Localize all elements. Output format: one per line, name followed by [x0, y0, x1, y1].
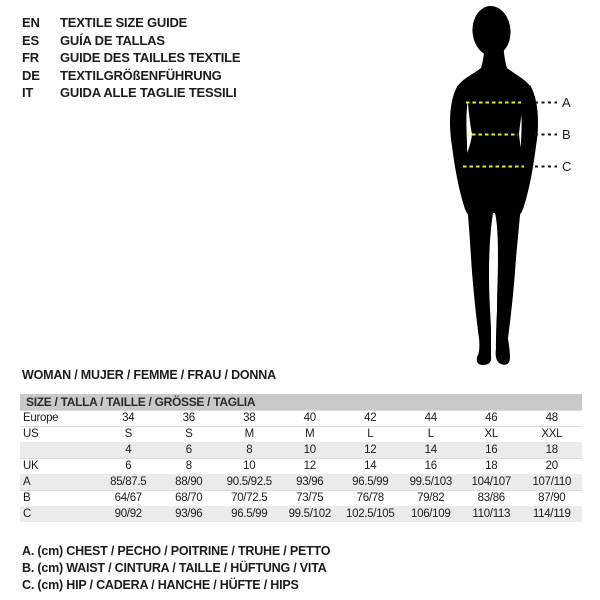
size-cell: 96.5/99: [352, 476, 389, 488]
row-label: US: [23, 428, 39, 440]
size-cell: 8: [185, 460, 192, 472]
measure-label-waist: B: [562, 127, 571, 142]
row-label: UK: [23, 460, 39, 472]
row-label: C: [23, 508, 32, 520]
size-cell: 64/67: [114, 492, 142, 504]
size-cell: 16: [424, 460, 437, 472]
size-cell: 88/90: [175, 476, 203, 488]
table-row-us-numeric: [20, 442, 582, 458]
size-cell: 12: [364, 444, 377, 456]
lang-code: DE: [22, 67, 40, 83]
size-cell: 10: [243, 460, 256, 472]
size-cell: 76/78: [356, 492, 384, 504]
size-cell: 99.5/102: [288, 508, 331, 520]
size-cell: 99.5/103: [409, 476, 452, 488]
size-cell: 16: [485, 444, 498, 456]
size-cell: 6: [125, 460, 132, 472]
size-cell: 93/96: [296, 476, 324, 488]
row-label: [20, 442, 98, 458]
size-cell: L: [367, 428, 374, 440]
size-cell: M: [244, 428, 254, 440]
size-cell: 34: [122, 412, 135, 424]
table-row-chest-a: [20, 474, 582, 490]
lang-code: EN: [22, 15, 40, 30]
size-cell: 14: [424, 444, 437, 456]
size-cell: 70/72.5: [231, 492, 268, 504]
lang-row-es: [22, 32, 240, 50]
size-cell: 68/70: [175, 492, 203, 504]
table-header: SIZE / TALLA / TAILLE / GRÖSSE / TAGLIA: [20, 394, 582, 410]
size-table: [20, 394, 582, 522]
size-cell: XL: [484, 428, 498, 440]
size-cell: 10: [303, 444, 316, 456]
legend-chest: A. (cm) CHEST / PECHO / POITRINE / TRUHE / PETTO: [22, 544, 331, 558]
size-cell: 79/82: [417, 492, 445, 504]
lang-code: ES: [22, 32, 39, 48]
table-row-hip-c: [20, 506, 582, 522]
size-cell: 93/96: [175, 508, 203, 520]
row-label: B: [23, 492, 31, 504]
table-row-uk: [20, 458, 582, 474]
size-cell: 44: [424, 412, 437, 424]
size-cell: 6: [185, 444, 192, 456]
size-cell: 96.5/99: [231, 508, 268, 520]
size-cell: 36: [182, 412, 195, 424]
measurement-legend: [22, 543, 330, 594]
size-cell: 73/75: [296, 492, 324, 504]
legend-hip: C. (cm) HIP / CADERA / HANCHE / HÜFTE / HIPS: [22, 578, 299, 592]
legend-waist: B. (cm) WAIST / CINTURA / TAILLE / HÜFTUNG / VITA: [22, 561, 327, 575]
size-cell: 14: [364, 460, 377, 472]
lang-title: TEXTILE SIZE GUIDE: [60, 15, 188, 30]
lang-title: GUÍA DE TALLAS: [60, 32, 165, 48]
size-cell: 48: [545, 412, 558, 424]
measure-label-chest: A: [562, 95, 571, 110]
size-cell: S: [185, 428, 193, 440]
size-cell: 90.5/92.5: [226, 476, 272, 488]
woman-silhouette-figure: [440, 0, 600, 380]
lang-title: TEXTILGRÖßENFÜHRUNG: [60, 67, 222, 83]
lang-title: GUIDE DES TAILLES TEXTILE: [60, 50, 241, 66]
size-cell: 106/109: [411, 508, 451, 520]
size-cell: S: [124, 428, 132, 440]
lang-code: IT: [22, 85, 34, 101]
size-cell: 4: [125, 444, 132, 456]
lang-row-de: [22, 67, 240, 85]
lang-row-it: [22, 84, 240, 102]
table-row-europe: [20, 410, 582, 426]
size-cell: 8: [246, 444, 253, 456]
size-cell: 12: [303, 460, 316, 472]
size-cell: 110/113: [472, 508, 511, 520]
size-cell: 104/107: [471, 476, 511, 488]
measure-label-hip: C: [562, 159, 572, 174]
size-cell: 90/92: [114, 508, 142, 520]
size-cell: 46: [485, 412, 498, 424]
lang-title: GUIDA ALLE TAGLIE TESSILI: [60, 85, 237, 101]
size-cell: 18: [545, 444, 558, 456]
size-cell: 102.5/105: [346, 508, 395, 520]
row-label: A: [23, 476, 31, 488]
table-row-waist-b: [20, 490, 582, 506]
size-cell: L: [427, 428, 434, 440]
size-cell: 114/119: [532, 508, 571, 520]
table-row-us: [20, 426, 582, 442]
row-label: Europe: [23, 412, 59, 424]
size-cell: XXL: [541, 428, 563, 440]
size-cell: 18: [485, 460, 498, 472]
size-cell: 42: [364, 412, 377, 424]
size-cell: 38: [243, 412, 256, 424]
lang-row-fr: [22, 49, 240, 67]
size-cell: 107/110: [532, 476, 572, 488]
lang-row-en: [22, 14, 240, 32]
size-cell: 40: [303, 412, 316, 424]
size-cell: 87/90: [538, 492, 566, 504]
size-cell: 20: [545, 460, 558, 472]
language-title-block: [22, 14, 240, 102]
lang-code: FR: [22, 50, 39, 66]
size-cell: M: [305, 428, 315, 440]
size-cell: 85/87.5: [110, 476, 147, 488]
size-cell: 83/86: [477, 492, 505, 504]
section-title: WOMAN / MUJER / FEMME / FRAU / DONNA: [22, 368, 276, 382]
